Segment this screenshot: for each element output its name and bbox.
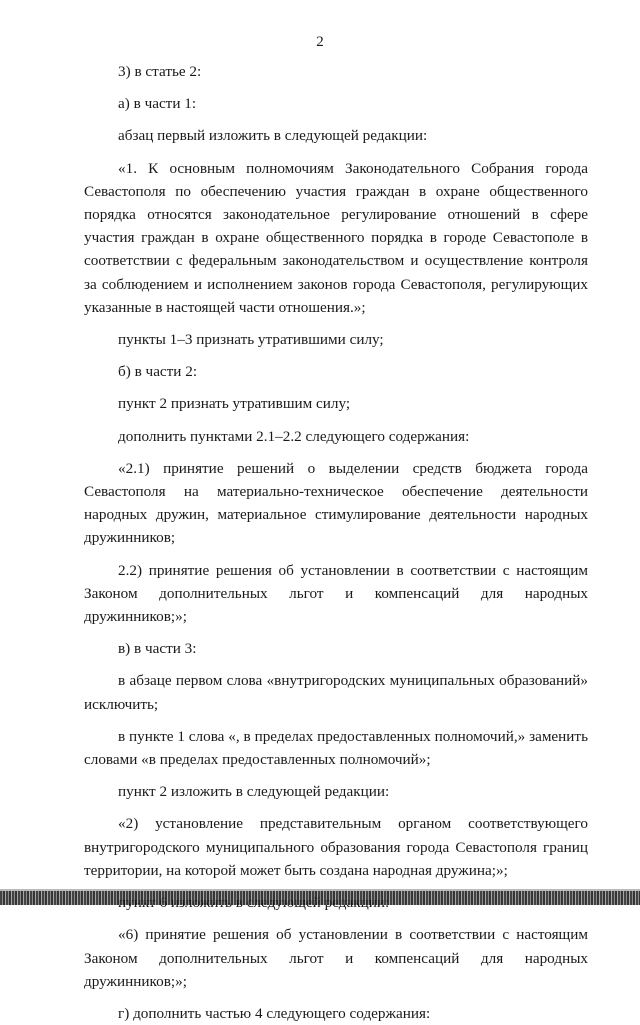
paragraph-instruction: абзац первый изложить в следующей редакции: — [118, 127, 428, 145]
scan-edge — [0, 891, 640, 905]
paragraph-article-2: 3) в статье 2: — [118, 63, 202, 80]
paragraph-part-1: а) в части 1: — [118, 95, 197, 113]
page-number: 2 — [316, 34, 324, 50]
paragraph-quote-2-1: «2.1) принятие решений о выделении средств бюджета города Севастополя на материально-техническое обеспечение деятельности народных дружин, материальное стимулирование деятельности народных дружинников; — [84, 459, 588, 547]
paragraph-quote-2-2: 2.2) принятие решения об установлении в соответствии с настоящим Законом дополнительных льгот и компенсаций для народных дружинников;»; — [84, 561, 588, 626]
paragraph-first-abzac: в абзаце первом слова «внутригородских муниципальных образований» исключить; — [84, 672, 588, 713]
paragraph-part-2: б) в части 2: — [118, 363, 198, 381]
paragraph-point-2-instruction: пункт 2 изложить в следующей редакции: — [118, 783, 390, 801]
paragraph-quote-2: «2) установление представительным органом соответствующего внутригородского муниципального образования города Севастополя границ территории, на которой может быть создана народная дружина;»; — [84, 815, 588, 879]
paragraph-part-3: в) в части 3: — [118, 640, 197, 658]
paragraph-repeal-point-2: пункт 2 признать утратившим силу; — [118, 395, 351, 413]
paragraph-point-1: в пункте 1 слова «, в пределах предоставленных полномочий,» заменить словами «в пределах предоставленных полномочий»; — [84, 727, 588, 769]
paragraph-add-part-4: г) дополнить частью 4 следующего содержания: — [118, 1004, 431, 1022]
paragraph-quote-1: «1. К основным полномочиям Законодательного Собрания города Севастополя по обеспечению участия граждан в охране общественного порядка относятся законодательное регулирование отношений в сфере участия граждан в охране общественного порядка в городе Севастополе в соответствии с федеральным законодательством и осуществление контроля за соблюдением и исполнением законов города Севастополя, регулирующих указанные в настоящей части отношения.»; — [84, 159, 588, 316]
paragraph-repeal-points: пункты 1–3 признать утратившими силу; — [118, 331, 384, 349]
document-body — [84, 60, 588, 1025]
paragraph-add-points: дополнить пунктами 2.1–2.2 следующего содержания: — [118, 427, 470, 445]
paragraph-quote-6: «6) принятие решения об установлении в соответствии с настоящим Законом дополнительных льгот и компенсаций для народных дружинников;»; — [84, 926, 588, 990]
